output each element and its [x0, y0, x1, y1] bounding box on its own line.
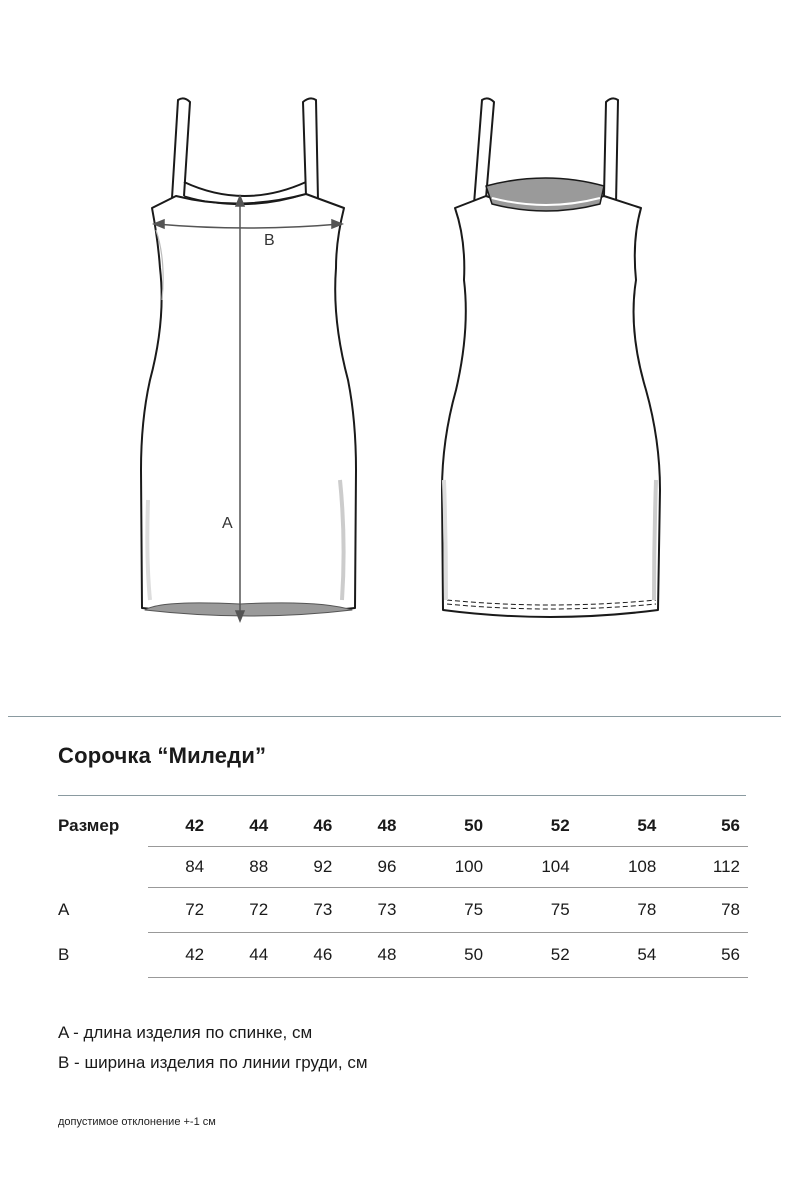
row-a-label: A	[58, 900, 70, 919]
size-header-row	[58, 806, 748, 847]
front-right-strap	[303, 98, 318, 200]
front-view	[141, 98, 356, 616]
size-cell: 42	[148, 806, 212, 847]
table-top-rule	[58, 795, 746, 796]
row-b-cell: 42	[148, 933, 212, 978]
size-cell: 50	[404, 806, 491, 847]
row-a-cell: 78	[578, 888, 665, 933]
label-a: A	[222, 515, 233, 532]
back-body	[442, 196, 660, 617]
girth-cell: 84	[148, 847, 212, 888]
row-b-cell: 46	[276, 933, 340, 978]
legend	[58, 1018, 368, 1078]
row-b-label: B	[58, 945, 70, 964]
girth-cell: 100	[404, 847, 491, 888]
row-a-cell: 75	[404, 888, 491, 933]
label-b: B	[264, 232, 275, 249]
section-divider	[8, 716, 781, 717]
row-a-cell: 78	[664, 888, 748, 933]
row-a-cell: 72	[212, 888, 276, 933]
row-b	[58, 933, 748, 978]
back-view	[442, 98, 660, 617]
back-right-strap	[604, 98, 618, 204]
row-b-cell: 44	[212, 933, 276, 978]
size-cell: 52	[491, 806, 578, 847]
girth-cell: 112	[664, 847, 748, 888]
girth-cell: 108	[578, 847, 665, 888]
legend-b: B - ширина изделия по линии груди, см	[58, 1053, 368, 1072]
size-table	[58, 806, 748, 978]
tolerance-note: допустимое отклонение +-1 см	[58, 1116, 216, 1128]
girth-row	[58, 847, 748, 888]
size-cell: 48	[340, 806, 404, 847]
size-cell: 56	[664, 806, 748, 847]
row-b-cell: 52	[491, 933, 578, 978]
size-cell: 54	[578, 806, 665, 847]
girth-cell: 88	[212, 847, 276, 888]
front-neckline	[184, 182, 306, 196]
size-cell: 46	[276, 806, 340, 847]
row-a-cell: 75	[491, 888, 578, 933]
size-header-label: Размер	[58, 816, 120, 836]
row-a-cell: 73	[340, 888, 404, 933]
front-hem-shade	[145, 603, 352, 616]
girth-cell: 92	[276, 847, 340, 888]
girth-cell: 104	[491, 847, 578, 888]
back-neckline-shade	[486, 178, 604, 211]
size-cell: 44	[212, 806, 276, 847]
girth-cell: 96	[340, 847, 404, 888]
row-b-cell: 56	[664, 933, 748, 978]
row-a-cell: 72	[148, 888, 212, 933]
legend-a: A - длина изделия по спинке, см	[58, 1023, 313, 1042]
row-a	[58, 888, 748, 933]
girth-row-label	[58, 847, 148, 888]
product-title: Сорочка “Миледи”	[58, 743, 267, 768]
row-b-cell: 48	[340, 933, 404, 978]
row-b-cell: 50	[404, 933, 491, 978]
front-body	[141, 194, 356, 614]
row-a-cell: 73	[276, 888, 340, 933]
row-b-cell: 54	[578, 933, 665, 978]
